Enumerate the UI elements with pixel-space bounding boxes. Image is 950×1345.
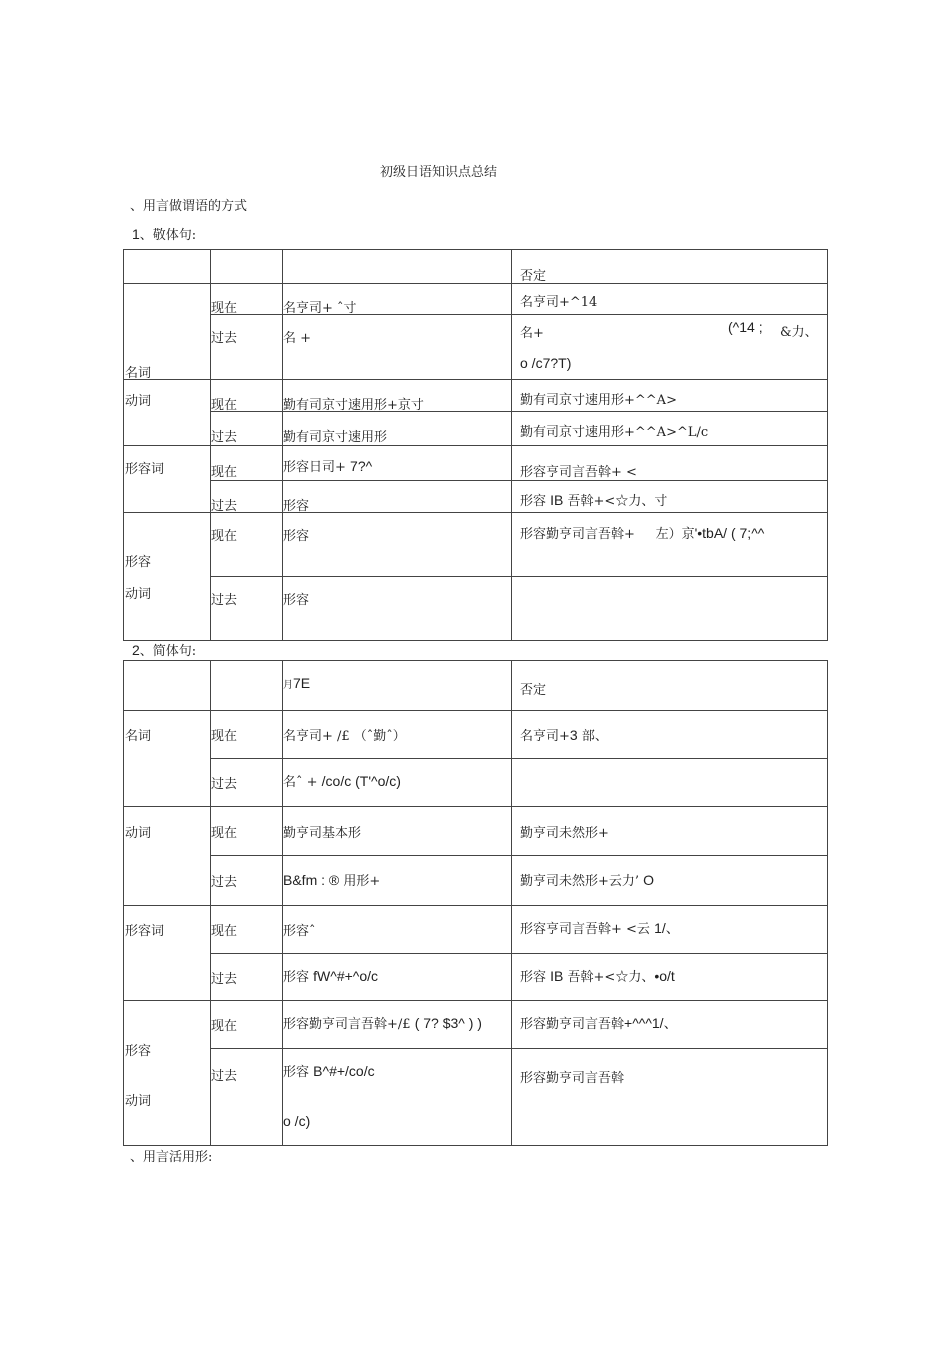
row-label: 动词 <box>125 1094 152 1109</box>
header-negative-label: 否定 <box>520 683 547 698</box>
row-label: 动词 <box>125 394 152 409</box>
row-label: 动词 <box>125 826 152 841</box>
tense-label: 过去 <box>211 430 238 445</box>
form-text: 名 + <box>283 331 312 346</box>
row-label: 动词 <box>125 587 152 602</box>
row-label: 形容词 <box>125 924 165 939</box>
header-affirmative-label: 月7E <box>283 675 311 691</box>
row-label-verb <box>124 807 211 906</box>
subheading-plain: 2、简体句: <box>132 642 197 659</box>
form-text: 形容日司+ 7?^ <box>283 458 373 475</box>
tense-cell <box>211 1001 283 1049</box>
header-blank-cell <box>124 250 211 284</box>
form-text: 名亨司+3 部、 <box>520 727 608 744</box>
form-text: B&fm : ® 用形+ <box>283 872 381 889</box>
row-label-noun <box>124 284 211 380</box>
tense-label: 现在 <box>211 826 238 841</box>
form-text: 形容 <box>283 593 310 608</box>
affirmative-cell <box>283 807 512 856</box>
tense-label: 过去 <box>211 331 238 346</box>
form-text: 形容 <box>283 499 310 514</box>
row-label-verb <box>124 380 211 446</box>
form-text: 形容勤亨司言吾斡+^^^1/、 <box>520 1015 678 1032</box>
negative-cell <box>512 856 828 906</box>
affirmative-cell <box>283 380 512 412</box>
tense-cell <box>211 513 283 577</box>
tense-label: 现在 <box>211 1019 238 1034</box>
tense-label: 现在 <box>211 729 238 744</box>
tense-cell <box>211 284 283 315</box>
header-negative <box>512 661 828 711</box>
form-text: 名+ <box>520 326 544 341</box>
negative-cell <box>512 954 828 1001</box>
form-text: 名亨司+^14 <box>520 295 598 310</box>
form-text: o /c7?T) <box>520 355 572 371</box>
negative-cell <box>512 412 828 446</box>
row-label: 形容 <box>125 555 152 570</box>
header-negative <box>512 250 828 284</box>
negative-cell <box>512 1001 828 1049</box>
negative-cell <box>512 711 828 759</box>
row-label-adjective <box>124 446 211 513</box>
tense-cell <box>211 412 283 446</box>
affirmative-cell <box>283 759 512 807</box>
form-text: 形容 fW^#+^o/c <box>283 968 379 985</box>
affirmative-cell <box>283 711 512 759</box>
tense-cell <box>211 380 283 412</box>
affirmative-cell <box>283 1001 512 1049</box>
form-text: 勤有司京寸速用形+^^A> <box>520 393 677 408</box>
affirmative-cell <box>283 446 512 481</box>
form-text: 名ˆ + /co/c (T'^o/c) <box>283 773 401 790</box>
form-text: 形容 <box>283 529 310 544</box>
form-text: 勤亨司基本形 <box>283 826 362 841</box>
negative-cell <box>512 807 828 856</box>
section-heading-conjugation: 、用言活用形: <box>130 1150 213 1165</box>
tense-cell <box>211 807 283 856</box>
affirmative-cell <box>283 481 512 513</box>
affirmative-cell <box>283 513 512 577</box>
tense-cell <box>211 856 283 906</box>
tense-label: 过去 <box>211 972 238 987</box>
affirmative-cell <box>283 315 512 380</box>
negative-cell <box>512 380 828 412</box>
header-affirmative <box>283 661 512 711</box>
form-text: 勤有司京寸速用形+^^A>^L/c <box>520 425 709 440</box>
tense-cell <box>211 446 283 481</box>
form-text: 形容勤亨司言吾斡 <box>520 1071 625 1086</box>
header-blank-cell <box>211 250 283 284</box>
tense-cell <box>211 1049 283 1146</box>
form-text: 勤亨司未然形+ <box>520 826 609 841</box>
negative-cell <box>512 577 828 641</box>
affirmative-cell <box>283 1049 512 1146</box>
tense-label: 现在 <box>211 301 238 316</box>
row-label: 形容词 <box>125 462 165 477</box>
form-text: 形容亨司言吾斡+ < <box>520 465 637 480</box>
form-text: 勤有司京寸速用形 <box>283 430 388 445</box>
form-text: 勤有司京寸速用形+京寸 <box>283 398 424 413</box>
negative-cell <box>512 1049 828 1146</box>
tense-label: 过去 <box>211 593 238 608</box>
tense-cell <box>211 481 283 513</box>
subheading-polite: 1、敬体句: <box>132 226 197 243</box>
tense-label: 现在 <box>211 924 238 939</box>
tense-cell <box>211 954 283 1001</box>
affirmative-cell <box>283 577 512 641</box>
section-heading-predicate: 、用言做谓语的方式 <box>130 199 248 214</box>
row-label-na-adjective <box>124 513 211 641</box>
form-text: 形容亨司言吾斡+ <云 1/、 <box>520 920 680 937</box>
tense-label: 过去 <box>211 499 238 514</box>
tense-label: 现在 <box>211 465 238 480</box>
page-title: 初级日语知识点总结 <box>380 165 498 180</box>
tense-label: 过去 <box>211 777 238 792</box>
negative-cell <box>512 315 828 380</box>
row-label-adjective <box>124 906 211 1001</box>
form-text: 名亨司+ ˆ寸 <box>283 301 357 316</box>
form-text: 形容ˆ <box>283 924 316 939</box>
row-label-noun <box>124 711 211 807</box>
form-text: 形容 IB 吾斡+<☆力、•o/t <box>520 968 675 985</box>
form-text: 形容 IB 吾斡+<☆力、寸 <box>520 492 668 509</box>
negative-cell <box>512 284 828 315</box>
affirmative-cell <box>283 284 512 315</box>
form-text: 名亨司+ /£ （ˆ勤ˆ） <box>283 729 406 744</box>
tense-label: 过去 <box>211 875 238 890</box>
tense-cell <box>211 577 283 641</box>
negative-cell <box>512 513 828 577</box>
form-text: 形容勤亨司言吾斡+/£ ( 7? $3^ ) ) <box>283 1015 482 1032</box>
form-text: o /c) <box>283 1113 311 1129</box>
header-negative-label: 否定 <box>520 269 547 284</box>
negative-cell <box>512 481 828 513</box>
header-blank-cell <box>211 661 283 711</box>
tense-label: 过去 <box>211 1069 238 1084</box>
affirmative-cell <box>283 412 512 446</box>
form-text: 形容 B^#+/co/c <box>283 1063 375 1080</box>
row-label: 名词 <box>125 729 152 744</box>
row-label: 形容 <box>125 1044 152 1059</box>
tense-cell <box>211 711 283 759</box>
row-label-na-adjective <box>124 1001 211 1146</box>
form-text: 形容勤亨司言吾斡+ 左）京'•tbA/ ( 7;^^ <box>520 525 765 542</box>
affirmative-cell <box>283 906 512 954</box>
header-blank-cell <box>283 250 512 284</box>
tense-cell <box>211 315 283 380</box>
polite-form-table <box>123 249 828 641</box>
form-text: (^14 ; <box>728 319 763 335</box>
affirmative-cell <box>283 954 512 1001</box>
tense-cell <box>211 906 283 954</box>
tense-cell <box>211 759 283 807</box>
negative-cell <box>512 906 828 954</box>
row-label: 名词 <box>125 366 152 381</box>
plain-form-table <box>123 660 828 1146</box>
tense-label: 现在 <box>211 398 238 413</box>
negative-cell <box>512 759 828 807</box>
affirmative-cell <box>283 856 512 906</box>
form-text: 勤亨司未然形+云力’ O <box>520 872 655 889</box>
form-text: &力、 <box>780 325 818 340</box>
tense-label: 现在 <box>211 529 238 544</box>
negative-cell <box>512 446 828 481</box>
header-blank-cell <box>124 661 211 711</box>
